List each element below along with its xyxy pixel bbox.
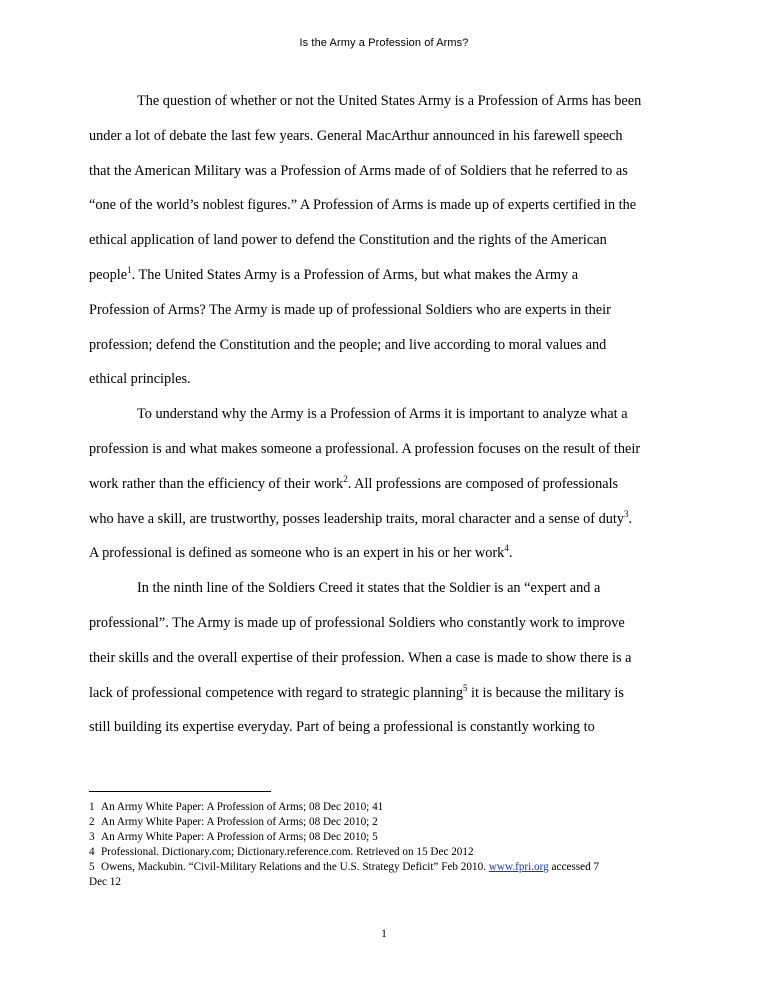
footnote-number: 2 [89,816,95,829]
text-line: profession; defend the Constitution and the people; and live according to moral values and [89,336,607,353]
footnote-number: 3 [89,831,95,844]
text-fragment: . The United States Army is a Profession of Arms, but what makes the Army a [131,266,579,283]
page-number: 1 [381,928,387,940]
text-line: professional”. The Army is made up of professional Soldiers who constantly work to improve [89,614,625,631]
footnote-item [89,800,689,815]
footnote-ref-3[interactable]: 3 [624,508,629,519]
text-line [89,676,685,711]
text-line: ethical principles. [89,371,191,388]
text-fragment: . [508,545,513,562]
footnote-ref-1[interactable]: 1 [127,264,132,275]
text-fragment: . All professions are composed of professionals [347,475,619,492]
text-line [89,502,685,537]
footnote-text: An Army White Paper: A Profession of Arms; 08 Dec 2010; 2 [101,816,378,829]
footnote-item [89,860,689,875]
text-line: Profession of Arms? The Army is made up of professional Soldiers who are experts in their [89,301,611,318]
text-line: their skills and the overall expertise of their profession. When a case is made to show there is a [89,649,632,666]
fpri-link[interactable]: www.fpri.org [488,861,549,874]
text-line: In the ninth line of the Soldiers Creed it states that the Soldier is an “expert and a [137,580,601,597]
text-fragment: work rather than the efficiency of their work [89,475,344,492]
text-fragment: A professional is defined as someone who is an expert in his or her work [89,545,505,562]
footnote-divider [89,791,271,792]
text-line: “one of the world’s noblest figures.” A Profession of Arms is made up of experts certified in the [89,197,637,214]
text-fragment: it is because the military is [467,684,624,701]
footnote-number: 1 [89,801,95,813]
footnote-number: 4 [89,846,95,859]
footnote-item [89,815,689,830]
text-line: ethical application of land power to defend the Constitution and the rights of the American [89,232,607,249]
text-line: still building its expertise everyday. Part of being a professional is constantly working to [89,719,595,736]
footnote-item [89,845,689,860]
text-fragment: who have a skill, are trustworthy, posses leadership traits, moral character and a sense of duty [89,510,625,527]
footnote-ref-4[interactable]: 4 [504,543,509,554]
text-fragment: lack of professional competence with regard to strategic planning [89,684,463,701]
footnote-number: 5 [89,861,95,874]
footnote-text: An Army White Paper: A Profession of Arms; 08 Dec 2010; 5 [101,831,378,844]
footnote-text: Owens, Mackubin. “Civil-Military Relations and the U.S. Strategy Deficit” Feb 2010. [101,861,486,874]
page-header: Is the Army a Profession of Arms? [299,37,469,49]
text-fragment: people [89,266,128,283]
footnote-item [89,830,689,845]
text-line: that the American Military was a Profession of Arms made of of Soldiers that he referred to as [89,162,628,179]
text-line: under a lot of debate the last few years. General MacArthur announced in his farewell speech [89,127,623,144]
footnote-text: accessed 7 [548,861,600,874]
body-text [89,84,685,745]
footnote-ref-5[interactable]: 5 [462,682,468,693]
text-line [89,536,685,571]
text-line: The question of whether or not the United States Army is a Profession of Arms has been [137,93,642,109]
footnote-ref-2[interactable]: 2 [343,473,348,484]
footnote-text: Professional. Dictionary.com; Dictionary.reference.com. Retrieved on 15 Dec 2012 [101,846,474,859]
text-line: To understand why the Army is a Profession of Arms it is important to analyze what a [137,406,628,423]
text-line: profession is and what makes someone a professional. A profession focuses on the result of their [89,440,641,457]
footnotes [89,800,689,891]
text-line [89,467,685,502]
text-line [89,258,685,293]
text-fragment: . [628,510,633,527]
footnote-text: An Army White Paper: A Profession of Arms; 08 Dec 2010; 41 [101,801,384,813]
footnote-continuation: Dec 12 [89,876,121,889]
